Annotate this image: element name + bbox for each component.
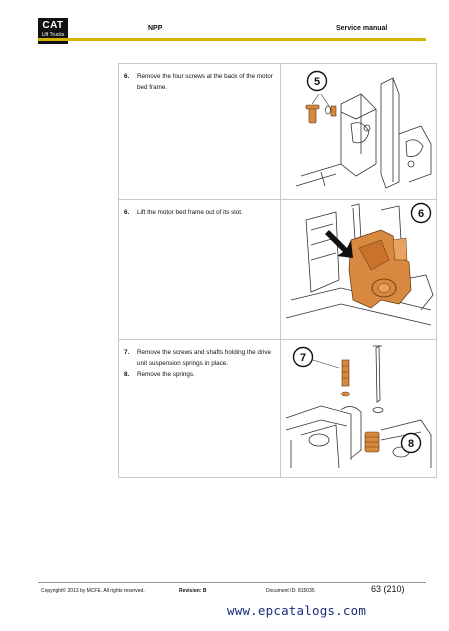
step-text: Lift the motor bed frame out of its slot. [137,209,243,216]
lift-arrow [325,230,353,258]
spring-shaft-highlight [342,360,380,452]
footer-document-id: Document ID: 815035 [266,588,315,594]
footer-copyright: Copyright© 2013 by MCFE. All rights reserved. [41,588,145,594]
step-item [124,347,275,369]
header-title: Service manual [336,25,388,32]
step-text-cell [119,340,281,478]
footer-rule [38,582,426,583]
header-rule [38,38,426,41]
procedure-row [119,200,437,340]
step-illustration-cell [281,200,437,340]
footer-revision: Revision: B [179,588,207,594]
step-text-cell [119,200,281,340]
procedure-table [118,63,437,478]
step-illustration-cell [281,64,437,200]
footer-page-number: 63 (210) [371,584,405,594]
watermark-link[interactable]: www.epcatalogs.com [227,603,367,618]
logo-text: CAT [42,20,64,31]
callout-8: 8 [407,438,415,450]
motor-bed-frame-illustration [281,200,436,332]
motor-frame-screws-illustration [281,64,436,192]
step-text: Remove the screws and shafts holding the drive unit suspension springs in place. [137,349,272,367]
screw-highlight [306,105,336,123]
procedure-row [119,64,437,200]
drive-unit-springs-illustration [281,340,436,470]
step-text: Remove the four screws at the back of the motor bed frame. [137,73,273,91]
step-item [124,207,275,218]
header-doc-name: NPP [148,25,163,32]
logo-subtext: Lift Trucks [41,32,65,38]
step-item [124,369,275,380]
step-number: 7. [124,349,130,356]
step-text: Remove the springs. [137,371,195,378]
callout-6: 6 [417,208,425,220]
step-number: 8. [124,371,130,378]
motor-bed-frame-part [349,230,411,308]
procedure-row [119,340,437,478]
callout-5: 5 [313,76,321,88]
step-text-cell [119,64,281,200]
step-number: 6. [124,209,130,216]
step-number: 6. [124,73,130,80]
step-illustration-cell [281,340,437,478]
step-item [124,71,275,93]
callout-7: 7 [299,352,307,364]
